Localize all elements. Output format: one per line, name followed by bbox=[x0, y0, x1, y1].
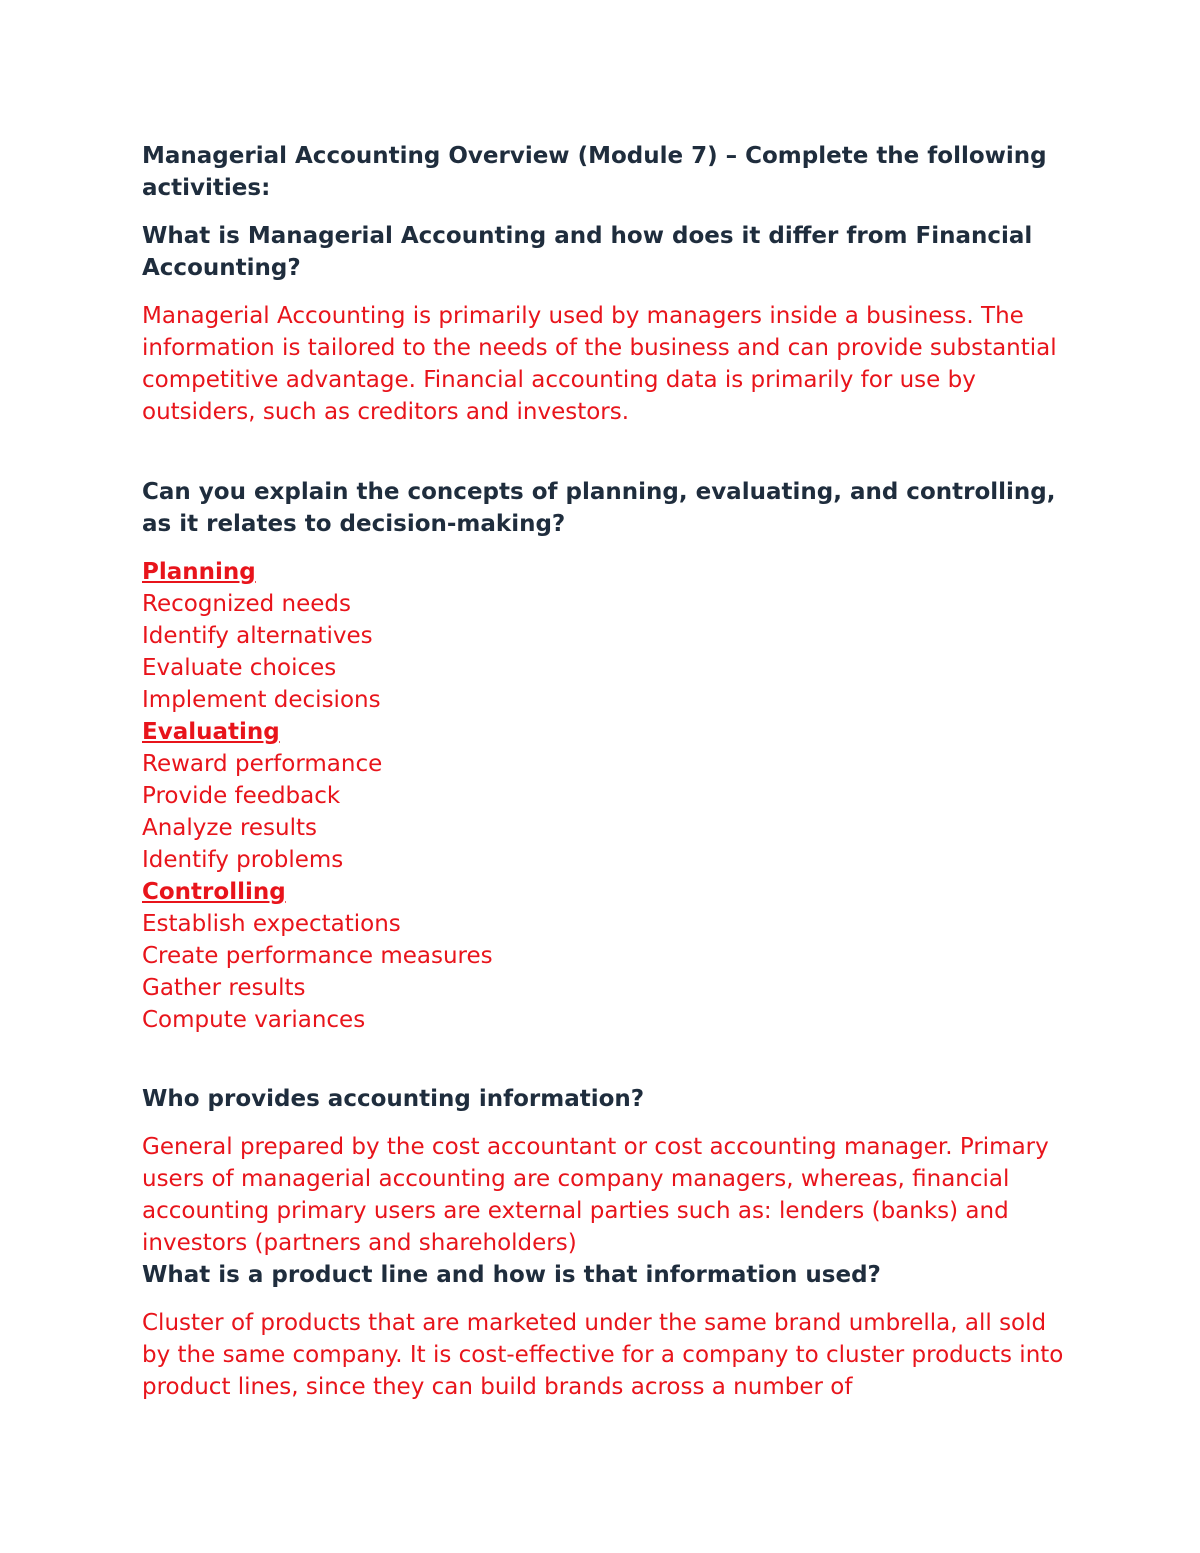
evaluating-item: Provide feedback bbox=[142, 783, 341, 809]
question-managerial-accounting: What is Managerial Accounting and how does it differ from Financial Accounting? bbox=[142, 223, 1033, 281]
answer-managerial-accounting: Managerial Accounting is primarily used by managers inside a business. The information is tailored to the needs of the business and can provide substantial competitive advantage. Financial accounting data is primarily for use by outsiders, such as creditors and investors. bbox=[142, 303, 1057, 425]
planning-item: Recognized needs bbox=[142, 591, 351, 617]
planning-item: Evaluate choices bbox=[142, 655, 337, 681]
concepts-list bbox=[142, 556, 1072, 1036]
planning-heading: Planning bbox=[142, 559, 256, 585]
question-planning-evaluating-controlling: Can you explain the concepts of planning, evaluating, and controlling, as it relates to decision-making? bbox=[142, 479, 1056, 537]
controlling-item: Compute variances bbox=[142, 1007, 366, 1033]
evaluating-heading: Evaluating bbox=[142, 719, 280, 745]
question-who-provides-info: Who provides accounting information? bbox=[142, 1086, 645, 1112]
planning-item: Implement decisions bbox=[142, 687, 381, 713]
controlling-item: Establish expectations bbox=[142, 911, 401, 937]
controlling-item: Gather results bbox=[142, 975, 306, 1001]
evaluating-item: Reward performance bbox=[142, 751, 383, 777]
planning-item: Identify alternatives bbox=[142, 623, 373, 649]
controlling-heading: Controlling bbox=[142, 879, 286, 905]
answer-who-provides-info: General prepared by the cost accountant or cost accounting manager. Primary users of managerial accounting are company managers, whereas, financial accounting primary users are external parties such as: lenders (banks) and investors (partners and shareholders) bbox=[142, 1134, 1049, 1256]
page-title: Managerial Accounting Overview (Module 7) – Complete the following activities: bbox=[142, 143, 1047, 201]
answer-product-line: Cluster of products that are marketed under the same brand umbrella, all sold by the same company. It is cost-effective for a company to cluster products into product lines, since they can build brands across a number of bbox=[142, 1310, 1064, 1400]
evaluating-item: Identify problems bbox=[142, 847, 344, 873]
controlling-item: Create performance measures bbox=[142, 943, 493, 969]
document-body bbox=[142, 140, 1072, 1403]
question-product-line: What is a product line and how is that information used? bbox=[142, 1262, 881, 1288]
evaluating-item: Analyze results bbox=[142, 815, 317, 841]
